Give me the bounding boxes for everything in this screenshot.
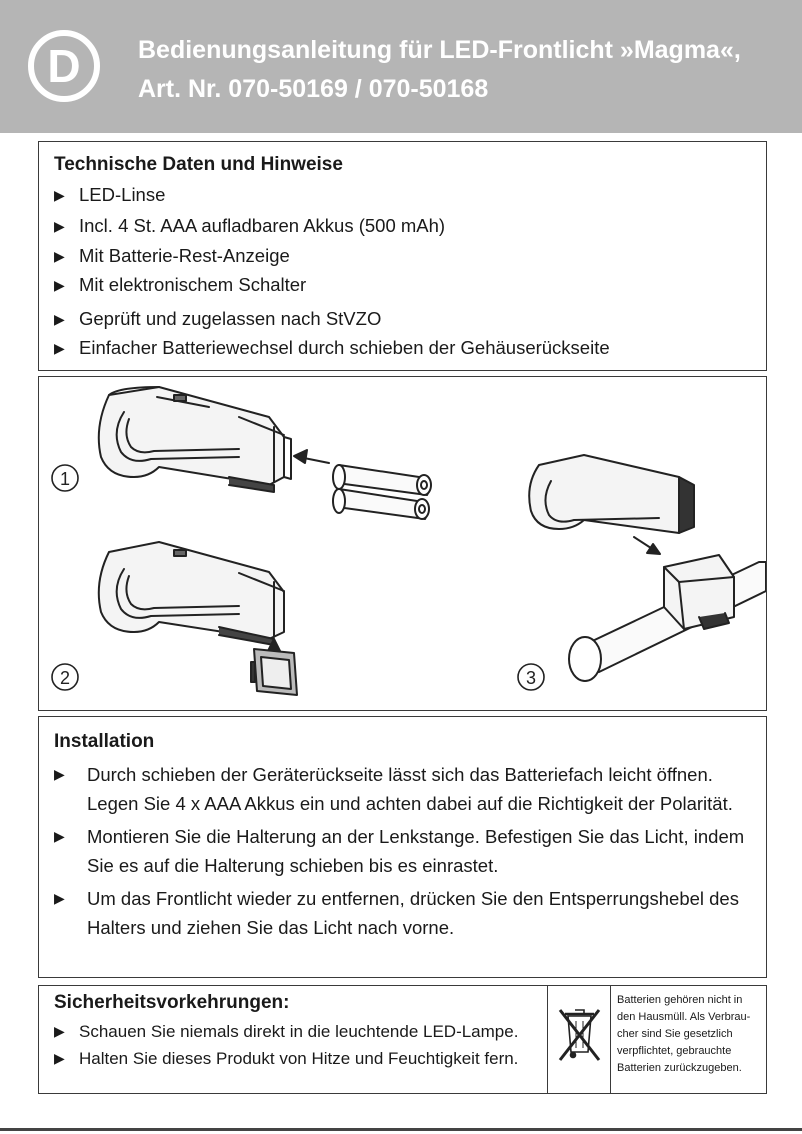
illustration-section bbox=[38, 376, 767, 711]
technical-data-heading: Technische Daten und Hinweise bbox=[54, 154, 343, 175]
list-item: ▶ Incl. 4 St. AAA aufladbaren Akkus (500 mAh) bbox=[54, 211, 610, 241]
mount-arrow bbox=[634, 537, 660, 554]
bullet-arrow-icon: ▶ bbox=[54, 277, 65, 293]
header-bar bbox=[0, 0, 802, 133]
step-label-1: 1 bbox=[59, 469, 71, 489]
installation-illustration bbox=[39, 377, 766, 710]
page-bottom-rule bbox=[0, 1128, 802, 1131]
installation-section bbox=[38, 716, 767, 978]
list-item: ▶ Schauen Sie niemals direkt in die leuchtende LED-Lampe. bbox=[54, 1018, 518, 1045]
insert-arrow-1 bbox=[294, 450, 329, 463]
list-item: ▶ Durch schieben der Geräterückseite lässt sich das Batteriefach leicht öffnen. Legen Sie 4 x AAA Akkus ein und achten dabei auf die Richtigkeit der Polarität. bbox=[54, 760, 744, 818]
lamp-1-drawing bbox=[99, 387, 291, 492]
list-item: ▶ LED-Linse bbox=[54, 180, 610, 211]
safety-heading: Sicherheitsvorkehrungen: bbox=[54, 992, 290, 1013]
technical-data-list bbox=[54, 180, 610, 363]
safety-section bbox=[38, 985, 767, 1094]
language-letter: D bbox=[47, 40, 81, 92]
step-label-3: 3 bbox=[525, 668, 537, 688]
bullet-arrow-icon: ▶ bbox=[54, 248, 65, 264]
list-item: ▶ Mit Batterie-Rest-Anzeige bbox=[54, 241, 610, 270]
document-title bbox=[138, 31, 741, 109]
list-item: ▶ Montieren Sie die Halterung an der Lenkstange. Befestigen Sie das Licht, indem Sie es auf die Halterung schieben bis es einrastet. bbox=[54, 822, 744, 880]
technical-data-section bbox=[38, 141, 767, 371]
bullet-arrow-icon: ▶ bbox=[54, 340, 65, 356]
list-item: ▶ Einfacher Batteriewechsel durch schieben der Gehäuserückseite bbox=[54, 333, 610, 363]
weee-bin-icon bbox=[547, 986, 611, 1093]
list-item: ▶ Geprüft und zugelassen nach StVZO bbox=[54, 304, 610, 333]
bullet-arrow-icon: ▶ bbox=[54, 218, 65, 234]
list-item: ▶ Mit elektronischem Schalter bbox=[54, 270, 610, 304]
bullet-arrow-icon: ▶ bbox=[54, 1050, 65, 1066]
installation-list bbox=[54, 760, 744, 946]
bullet-arrow-icon: ▶ bbox=[54, 828, 65, 844]
lamp-2-drawing bbox=[99, 542, 284, 645]
list-item: ▶ Halten Sie dieses Produkt von Hitze und Feuchtigkeit fern. bbox=[54, 1045, 518, 1072]
title-line-2: Art. Nr. 070-50169 / 070-50168 bbox=[138, 75, 489, 103]
safety-list bbox=[54, 1018, 518, 1072]
holder-drawing bbox=[664, 555, 734, 629]
title-line-1: Bedienungsanleitung für LED-Frontlicht »Magma«, bbox=[138, 36, 741, 64]
battery-disposal-note: Batterien gehören nicht in den Hausmüll. Als Verbrau- cher sind Sie gesetzlich verpflichtet, gebrauchte Batterien zurückzugeben. bbox=[610, 986, 766, 1093]
back-cover-drawing bbox=[251, 649, 297, 695]
list-item: ▶ Um das Frontlicht wieder zu entfernen, drücken Sie den Entsperrungshebel des Halters und ziehen Sie das Licht nach vorne. bbox=[54, 884, 744, 942]
batteries-drawing bbox=[333, 465, 431, 519]
bullet-arrow-icon: ▶ bbox=[54, 1023, 65, 1039]
step-label-2: 2 bbox=[59, 668, 71, 688]
bullet-arrow-icon: ▶ bbox=[54, 890, 65, 906]
bullet-arrow-icon: ▶ bbox=[54, 311, 65, 327]
installation-heading: Installation bbox=[54, 731, 155, 752]
bullet-arrow-icon: ▶ bbox=[54, 187, 65, 203]
bullet-arrow-icon: ▶ bbox=[54, 766, 65, 782]
lamp-3-drawing bbox=[529, 455, 694, 533]
